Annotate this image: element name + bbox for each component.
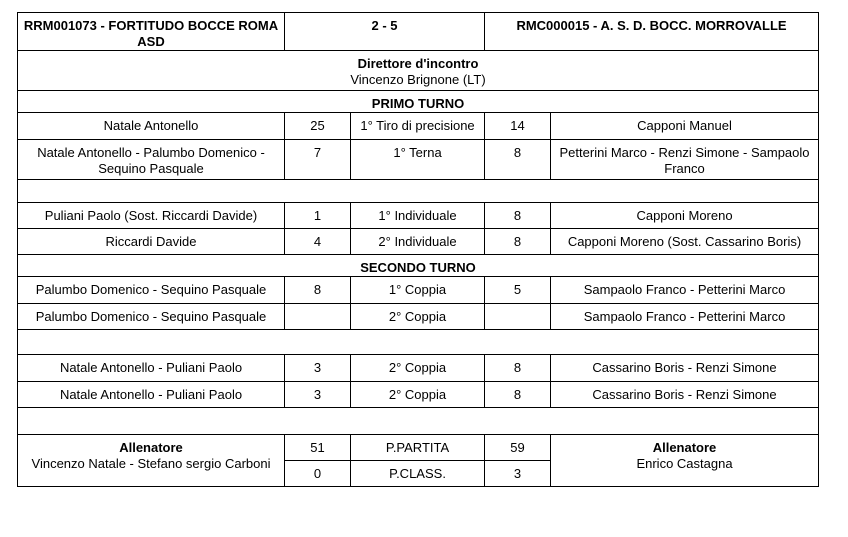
home-players: Natale Antonello - Palumbo Domenico - Sequino Pasquale <box>18 140 285 180</box>
away-score: 8 <box>485 355 551 382</box>
spacer-row <box>18 330 819 355</box>
director-title: Direttore d'incontro <box>357 56 479 71</box>
table-row <box>18 304 819 330</box>
home-score: 4 <box>285 229 351 255</box>
home-coach-names: Vincenzo Natale - Stefano sergio Carboni <box>31 456 271 471</box>
spacer-cell <box>18 330 819 355</box>
table-row <box>18 355 819 382</box>
points-partita-label: P.PARTITA <box>351 435 485 461</box>
away-score: 5 <box>485 277 551 304</box>
table-row <box>18 277 819 304</box>
discipline: 1° Coppia <box>351 277 485 304</box>
away-team-name: RMC000015 - A. S. D. BOCC. MORROVALLE <box>485 13 819 51</box>
away-coach-names: Enrico Castagna <box>636 456 733 471</box>
director-row <box>18 51 819 91</box>
away-score: 8 <box>485 382 551 408</box>
away-players: Sampaolo Franco - Petterini Marco <box>551 304 819 330</box>
home-score: 3 <box>285 382 351 408</box>
footer-row-partita <box>18 435 819 461</box>
section-row <box>18 255 819 277</box>
away-coach-cell <box>551 435 819 487</box>
discipline: 2° Coppia <box>351 355 485 382</box>
match-report-table <box>17 12 819 487</box>
home-players: Palumbo Domenico - Sequino Pasquale <box>18 277 285 304</box>
home-players: Natale Antonello - Puliani Paolo <box>18 382 285 408</box>
home-score: 25 <box>285 113 351 140</box>
director-cell <box>18 51 819 91</box>
home-points-partita: 51 <box>285 435 351 461</box>
home-score: 7 <box>285 140 351 180</box>
home-score: 1 <box>285 203 351 229</box>
away-score: 8 <box>485 229 551 255</box>
away-score: 8 <box>485 140 551 180</box>
director-name: Vincenzo Brignone (LT) <box>350 72 486 87</box>
away-players: Cassarino Boris - Renzi Simone <box>551 382 819 408</box>
table-row <box>18 113 819 140</box>
home-players: Natale Antonello - Puliani Paolo <box>18 355 285 382</box>
home-players: Natale Antonello <box>18 113 285 140</box>
section-title-primo: PRIMO TURNO <box>18 91 819 113</box>
away-coach-title: Allenatore <box>652 440 717 455</box>
away-score: 8 <box>485 203 551 229</box>
home-score <box>285 304 351 330</box>
away-players: Petterini Marco - Renzi Simone - Sampaolo Franco <box>551 140 819 180</box>
away-players: Sampaolo Franco - Petterini Marco <box>551 277 819 304</box>
table-row <box>18 140 819 180</box>
away-players: Capponi Moreno <box>551 203 819 229</box>
section-title-secondo: SECONDO TURNO <box>18 255 819 277</box>
table-row <box>18 229 819 255</box>
away-players: Capponi Moreno (Sost. Cassarino Boris) <box>551 229 819 255</box>
points-class-label: P.CLASS. <box>351 461 485 487</box>
spacer-row <box>18 180 819 203</box>
away-points-class: 3 <box>485 461 551 487</box>
home-players: Puliani Paolo (Sost. Riccardi Davide) <box>18 203 285 229</box>
spacer-row <box>18 408 819 435</box>
home-coach-title: Allenatore <box>119 440 183 455</box>
final-score: 2 - 5 <box>285 13 485 51</box>
away-score <box>485 304 551 330</box>
away-score: 14 <box>485 113 551 140</box>
discipline: 1° Tiro di precisione <box>351 113 485 140</box>
away-points-partita: 59 <box>485 435 551 461</box>
home-score: 3 <box>285 355 351 382</box>
section-row <box>18 91 819 113</box>
table-row <box>18 203 819 229</box>
discipline: 2° Individuale <box>351 229 485 255</box>
discipline: 2° Coppia <box>351 304 485 330</box>
home-score: 8 <box>285 277 351 304</box>
home-coach-cell <box>18 435 285 487</box>
spacer-cell <box>18 408 819 435</box>
home-players: Riccardi Davide <box>18 229 285 255</box>
away-players: Cassarino Boris - Renzi Simone <box>551 355 819 382</box>
header-row <box>18 13 819 51</box>
discipline: 1° Terna <box>351 140 485 180</box>
home-players: Palumbo Domenico - Sequino Pasquale <box>18 304 285 330</box>
table-row <box>18 382 819 408</box>
away-players: Capponi Manuel <box>551 113 819 140</box>
discipline: 2° Coppia <box>351 382 485 408</box>
home-team-name: RRM001073 - FORTITUDO BOCCE ROMA ASD <box>18 13 285 51</box>
discipline: 1° Individuale <box>351 203 485 229</box>
home-points-class: 0 <box>285 461 351 487</box>
spacer-cell <box>18 180 819 203</box>
